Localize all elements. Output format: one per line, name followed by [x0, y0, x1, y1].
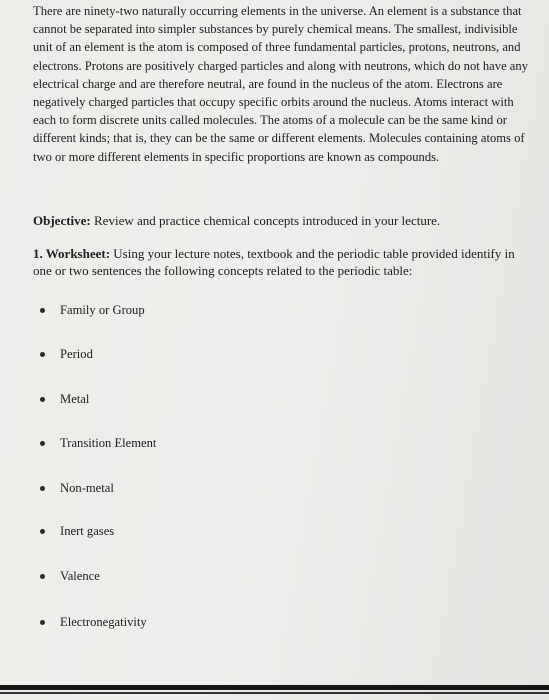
- objective-text: Review and practice chemical concepts introduced in your lecture.: [90, 213, 441, 228]
- concept-label: Metal: [60, 392, 90, 406]
- bullet-icon: [40, 308, 45, 313]
- concept-label: Inert gases: [60, 524, 115, 538]
- bullet-icon: [40, 486, 45, 491]
- worksheet-instructions: [33, 245, 533, 279]
- concept-label: Valence: [60, 569, 100, 583]
- objective-line: [33, 213, 538, 229]
- concept-item-inert-gases: [40, 524, 114, 539]
- concept-item-valence: [40, 569, 100, 584]
- bullet-icon: [40, 529, 45, 534]
- bottom-rule-thin: [0, 692, 549, 694]
- worksheet-label: 1. Worksheet:: [33, 246, 111, 261]
- intro-paragraph: There are ninety-two naturally occurring elements in the universe. An element is a substance that cannot be separated into simpler substances by purely chemical means. The smallest, indivisible unit of an element is the atom is composed of three fundamental particles, protons, neutrons, and electrons. Protons are positively charged particles and along with neutrons, which do not have any electrical charge and are therefore neutral, are found in the nucleus of the atom. Electrons are negatively charged particles that occupy specific orbits around the nucleus. Atoms interact with each to form discrete units called molecules. The atoms of a molecule can be the same kind or different kinds; that is, they can be the same or different elements. Molecules containing atoms of two or more different elements in specific proportions are known as compounds.: [33, 4, 528, 164]
- bullet-icon: [40, 352, 45, 357]
- bullet-icon: [40, 441, 45, 446]
- bottom-rule-thick: [0, 685, 549, 690]
- concept-item-period: [40, 347, 93, 362]
- objective-label: Objective:: [33, 213, 91, 228]
- concept-item-transition-element: [40, 436, 156, 451]
- concept-label: Non-metal: [60, 481, 114, 495]
- concept-label: Transition Element: [60, 436, 157, 450]
- concept-label: Electronegativity: [60, 615, 147, 629]
- concept-label: Period: [60, 347, 93, 361]
- concept-label: Family or Group: [60, 303, 145, 317]
- bullet-icon: [40, 574, 45, 579]
- bullet-icon: [40, 397, 45, 402]
- worksheet-text: Using your lecture notes, textbook and the periodic table provided identify in one or two sentences the following concepts related to the periodic table:: [33, 246, 515, 278]
- concept-item-metal: [40, 392, 89, 407]
- bullet-icon: [40, 620, 45, 625]
- concept-item-family-or-group: [40, 303, 145, 318]
- concept-item-non-metal: [40, 481, 114, 496]
- concept-item-electronegativity: [40, 615, 147, 630]
